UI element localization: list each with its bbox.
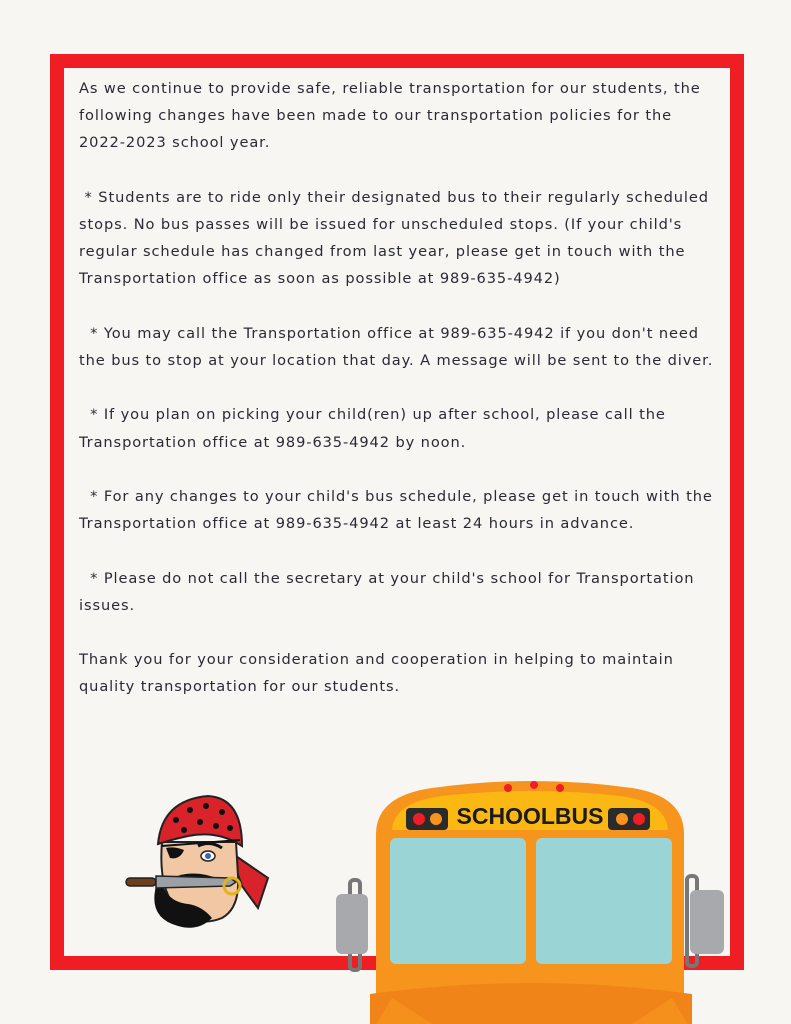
rule-pickup-call: * If you plan on picking your child(ren) up after school, please call the Transportation office at 989-635-4942 by noon. <box>79 406 672 451</box>
pirate-mascot-icon <box>118 790 278 935</box>
letter-body <box>79 75 719 728</box>
school-bus-icon <box>332 772 732 1024</box>
rule-no-secretary: * Please do not call the secretary at your child's school for Transportation issues. <box>79 569 701 614</box>
bus-sign-text: SCHOOLBUS <box>456 803 604 829</box>
rule-designated-bus: * Students are to ride only their designated bus to their regularly scheduled stops. No bus passes will be issued for unscheduled stops. (If your child's regular schedule has changed from last year, please get in touch with the Transportation office as soon as possible at 989-635-4942) <box>79 188 715 288</box>
rule-no-stop-call: * You may call the Transportation office at 989-635-4942 if you don't need the bus to stop at your location that day. A message will be sent to the diver. <box>79 324 714 369</box>
intro-paragraph: As we continue to provide safe, reliable transportation for our students, the following changes have been made to our transportation policies for the 2022-2023 school year. <box>79 80 707 152</box>
rule-schedule-change: * For any changes to your child's bus schedule, please get in touch with the Transportation office at 989-635-4942 at least 24 hours in advance. <box>79 487 719 533</box>
closing-paragraph: Thank you for your consideration and cooperation in helping to maintain quality transportation for our students. <box>79 651 680 696</box>
